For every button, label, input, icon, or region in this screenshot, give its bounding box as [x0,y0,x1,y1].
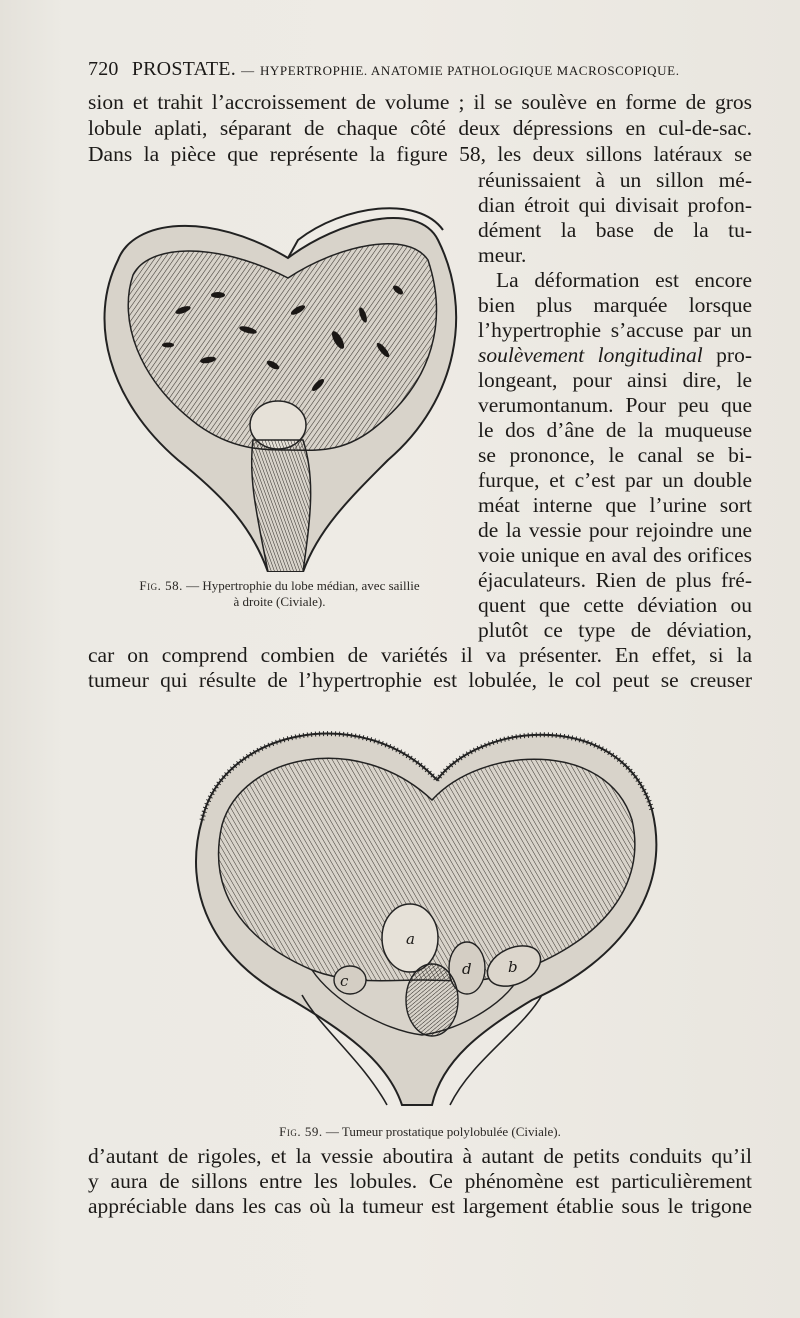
caption-line: à droite (Civiale). [233,594,326,609]
figure-label: Fig. 58. [139,578,183,593]
text-line: réunissaient à un sillon mé- [478,168,752,192]
text-line: quent que cette déviation ou [478,593,752,617]
figure-letter-c: c [340,972,349,990]
text-line: lobule aplati, séparant de chaque côté deux dépressions en cul-de-sac. [88,116,752,140]
text-fragment: pro- [702,343,752,367]
running-header [88,58,728,81]
figure-59-caption [240,1124,600,1140]
text-line: verumontanum. Pour peu que [478,393,752,417]
page-number: 720 [88,58,119,80]
text-line: appréciable dans les cas où la tumeur est largement établie sous le trigone [88,1194,752,1218]
figure-letter-a: a [406,930,415,948]
text-line: tumeur qui résulte de l’hypertrophie est lobulée, le col peut se creuser [88,668,752,692]
header-dash: — [241,63,255,78]
text-line: Dans la pièce que représente la figure 58, les deux sillons latéraux se [88,142,752,166]
text-line [478,343,752,367]
figure-label: Fig. 59. [279,1124,323,1139]
text-line: de la vessie pour rejoindre une [478,518,752,542]
text-line: meur. [478,243,527,267]
text-line: furque, et c’est par un double [478,468,752,492]
text-line: y aura de sillons entre les lobules. Ce phénomène est particulièrement [88,1169,752,1193]
text-line: méat interne que l’urine sort [478,493,752,517]
text-line: le dos d’âne de la muqueuse [478,418,752,442]
caption-line [102,578,457,594]
figure-letter-b: b [508,958,518,976]
text-line: plutôt ce type de déviation, [478,618,752,642]
text-line: éjaculateurs. Rien de plus fré- [478,568,752,592]
text-line: l’hypertrophie s’accuse par un [478,318,752,342]
figure-58-illustration [88,200,468,572]
section-title: PROSTATE. [131,58,236,80]
text-line: voie unique en aval des orifices [478,543,752,567]
figure-letter-d: d [462,960,472,978]
text-line: car on comprend combien de variétés il va présenter. En effet, si la [88,643,752,667]
text-line: dian étroit qui divisait profon- [478,193,752,217]
text-line: se prononce, le canal se bi- [478,443,752,467]
text-line: sion et trahit l’accroissement de volume ; il se soulève en forme de gros [88,90,752,114]
text-line: longeant, pour ainsi dire, le [478,368,752,392]
caption-text: — Tumeur prostatique polylobulée (Civiale). [325,1124,561,1139]
caption-text: — Hypertrophie du lobe médian, avec saillie [186,578,420,593]
italic-phrase: soulèvement longitudinal [478,343,703,367]
figure-59-illustration [182,700,662,1110]
text-line: d’autant de rigoles, et la vessie aboutira à autant de petits conduits qu’il [88,1144,752,1168]
text-line: dément la base de la tu- [478,218,752,242]
header-subtitle: HYPERTROPHIE. ANATOMIE PATHOLOGIQUE MACROSCOPIQUE. [259,63,680,78]
figure-58-caption [102,578,457,610]
text-line: bien plus marquée lorsque [478,293,752,317]
text-line: La déformation est encore [496,268,752,292]
